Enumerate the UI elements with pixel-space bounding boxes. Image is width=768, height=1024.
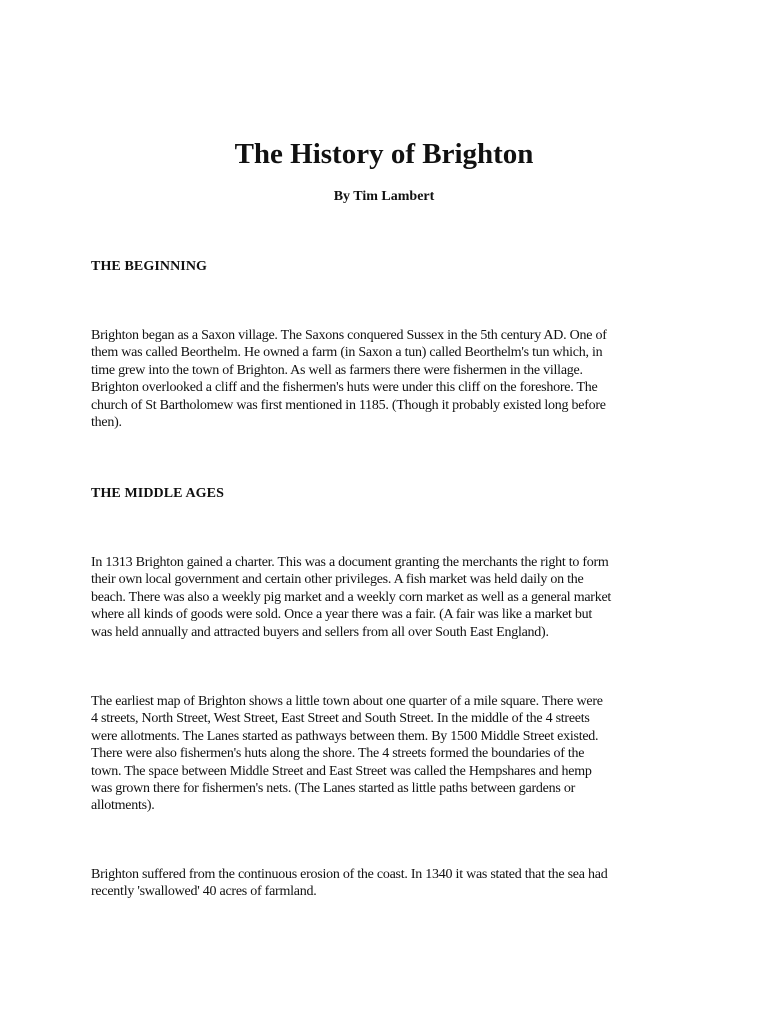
section-heading-beginning: THE BEGINNING <box>91 259 208 274</box>
paragraph-erosion <box>91 866 681 901</box>
text-line: Brighton suffered from the continuous erosion of the coast. In 1340 it was stated that the sea had <box>91 867 608 882</box>
text-line: where all kinds of goods were sold. Once a year there was a fair. (A fair was like a market but <box>91 607 593 623</box>
text-line: was grown there for fishermen's nets. (The Lanes started as little paths between gardens or <box>91 781 575 797</box>
text-line: 4 streets, North Street, West Street, East Street and South Street. In the middle of the 4 streets <box>91 711 590 727</box>
text-line: then). <box>91 415 122 431</box>
author-byline: By Tim Lambert <box>333 189 435 204</box>
text-line: church of St Bartholomew was first mentioned in 1185. (Though it probably existed long before <box>91 397 606 413</box>
text-line: recently 'swallowed' 40 acres of farmland. <box>91 884 317 900</box>
text-line: time grew into the town of Brighton. As well as farmers there were fishermen in the village. <box>91 362 583 378</box>
paragraph-charter <box>91 554 681 641</box>
text-line: In 1313 Brighton gained a charter. This was a document granting the merchants the right to form <box>91 555 609 570</box>
text-line: beach. There was also a weekly pig market and a weekly corn market as well as a general market <box>91 589 612 605</box>
text-line: Brighton began as a Saxon village. The Saxons conquered Sussex in the 5th century AD. One of <box>91 328 607 343</box>
page-title: The History of Brighton <box>234 138 534 170</box>
text-line: town. The space between Middle Street and East Street was called the Hempshares and hemp <box>91 763 592 779</box>
text-line: them was called Beorthelm. He owned a farm (in Saxon a tun) called Beorthelm's tun which, in <box>91 345 603 361</box>
text-line: Brighton overlooked a cliff and the fishermen's huts were under this cliff on the foreshore. The <box>91 380 598 396</box>
paragraph-earliest-map <box>91 693 681 815</box>
text-line: There were also fishermen's huts along the shore. The 4 streets formed the boundaries of the <box>91 746 585 762</box>
section-heading-middle-ages: THE MIDDLE AGES <box>91 486 224 501</box>
text-line: were allotments. The Lanes started as pathways between them. By 1500 Middle Street existed. <box>91 728 599 744</box>
text-line: was held annually and attracted buyers and sellers from all over South East England). <box>91 624 549 640</box>
paragraph-beginning <box>91 327 681 431</box>
text-line: allotments). <box>91 798 155 814</box>
text-line: their own local government and certain other privileges. A fish market was held daily on the <box>91 572 584 588</box>
text-line: The earliest map of Brighton shows a little town about one quarter of a mile square. There were <box>91 694 603 709</box>
